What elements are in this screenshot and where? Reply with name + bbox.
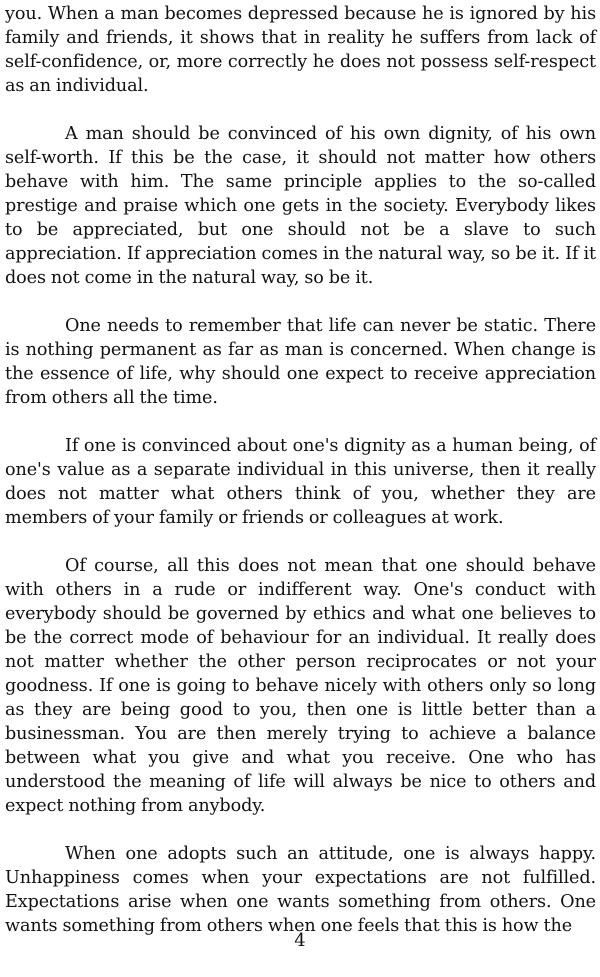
paragraph-expectations: When one adopts such an attitude, one is always happy. Unhappiness comes when your expectations are not fulfilled. Expectations arise when one wants something from others. One wants something from others when one feels that this is how the [5, 844, 596, 936]
paragraph-self-value: If one is convinced about one's dignity as a human being, of one's value as a separate individual in this universe, then it really does not matter what others think of you, whether they are members of your family or friends or colleagues at work. [5, 436, 596, 528]
paragraph-gap [5, 530, 596, 554]
paragraph-gap [5, 410, 596, 434]
paragraph-continuation: you. When a man becomes depressed because he is ignored by his family and friends, it shows that in reality he suffers from lack of self-confidence, or, more correctly he does not possess self-respect as an individual. [5, 4, 596, 96]
page-number: 4 [294, 930, 306, 951]
page-body [5, 2, 596, 938]
paragraph-life-static: One needs to remember that life can never be static. There is nothing permanent as far as man is concerned. When change is the essence of life, why should one expect to receive appreciation from others all the time. [5, 316, 596, 408]
paragraph-gap [5, 98, 596, 122]
paragraph-gap [5, 818, 596, 842]
paragraph-gap [5, 290, 596, 314]
paragraph-conduct: Of course, all this does not mean that one should behave with others in a rude or indifferent way. One's conduct with everybody should be governed by ethics and what one believes to be the correct mode of behaviour for an individual. It really does not matter whether the other person reciprocates or not your goodness. If one is going to behave nicely with others only so long as they are being good to you, then one is little better than a businessman. You are then merely trying to achieve a balance between what you give and what you receive. One who has understood the meaning of life will always be nice to others and expect nothing from anybody. [5, 556, 596, 816]
paragraph-dignity: A man should be convinced of his own dignity, of his own self-worth. If this be the case, it should not matter how others behave with him. The same principle applies to the so-called prestige and praise which one gets in the society. Everybody likes to be appreciated, but one should not be a slave to such appreciation. If appreciation comes in the natural way, so be it. If it does not come in the natural way, so be it. [5, 124, 596, 288]
